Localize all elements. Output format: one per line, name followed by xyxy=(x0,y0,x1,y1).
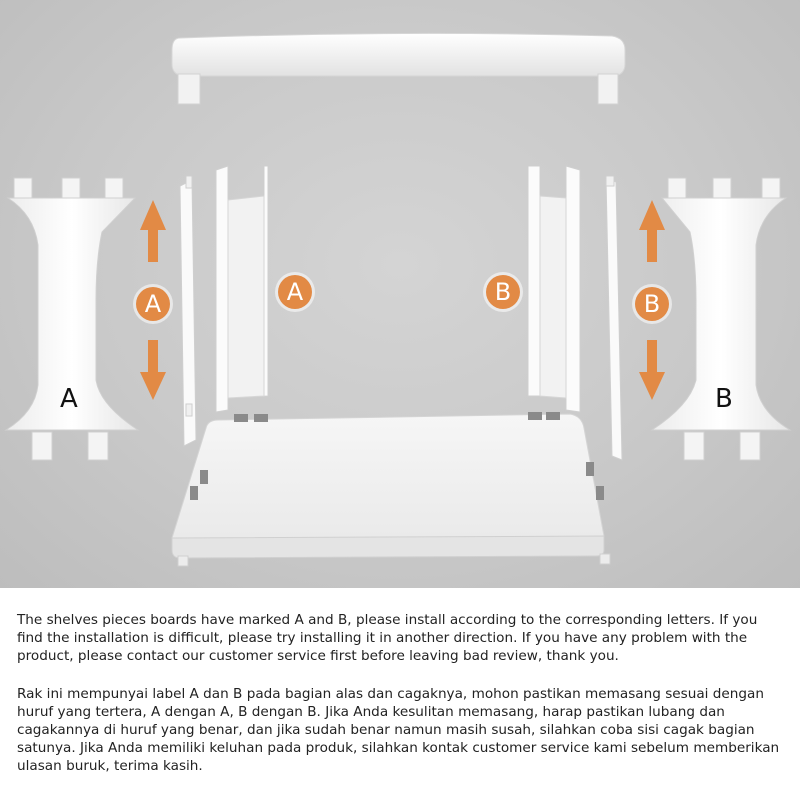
left-arrow-badge: A xyxy=(136,287,170,321)
left-middle-board xyxy=(216,166,268,412)
left-board-badge: A xyxy=(278,275,312,309)
right-leg-letter: B xyxy=(715,384,733,414)
right-leg-part xyxy=(652,178,790,460)
top-shelf-board xyxy=(172,33,625,104)
english-instructions: The shelves pieces boards have marked A and B, please install according to the corresponding letters. If you find the installation is difficult, please try installing it in another direction. If you have any problem with the product, please contact our customer service first before leaving bad review, thank you. xyxy=(17,612,758,664)
right-arrow-badge: B xyxy=(635,287,669,321)
left-leg-letter: A xyxy=(60,384,78,414)
indonesian-instructions: Rak ini mempunyai label A dan B pada bagian alas dan cagaknya, mohon pastikan memasang sesuai dengan huruf yang tertera, A dengan A, B dengan B. Jika Anda kesulitan memasang, harap pastikan lubang dan cagakannya di huruf yang benar, dan jika sudah benar namun masih susah, silahkan coba sisi cagak bagian satunya. Jika Anda memiliki keluhan pada produk, silahkan kontak customer service kami sebelum memberikan ulasan buruk, terima kasih. xyxy=(17,686,780,774)
right-thin-board xyxy=(606,176,622,460)
left-down-arrow xyxy=(140,340,166,400)
right-middle-board xyxy=(528,166,580,412)
base-board xyxy=(172,412,610,566)
right-board-badge: B xyxy=(486,275,520,309)
left-thin-board xyxy=(180,176,196,446)
right-up-arrow xyxy=(639,200,665,262)
left-leg-part xyxy=(6,178,138,460)
right-down-arrow xyxy=(639,340,665,400)
left-up-arrow xyxy=(140,200,166,262)
